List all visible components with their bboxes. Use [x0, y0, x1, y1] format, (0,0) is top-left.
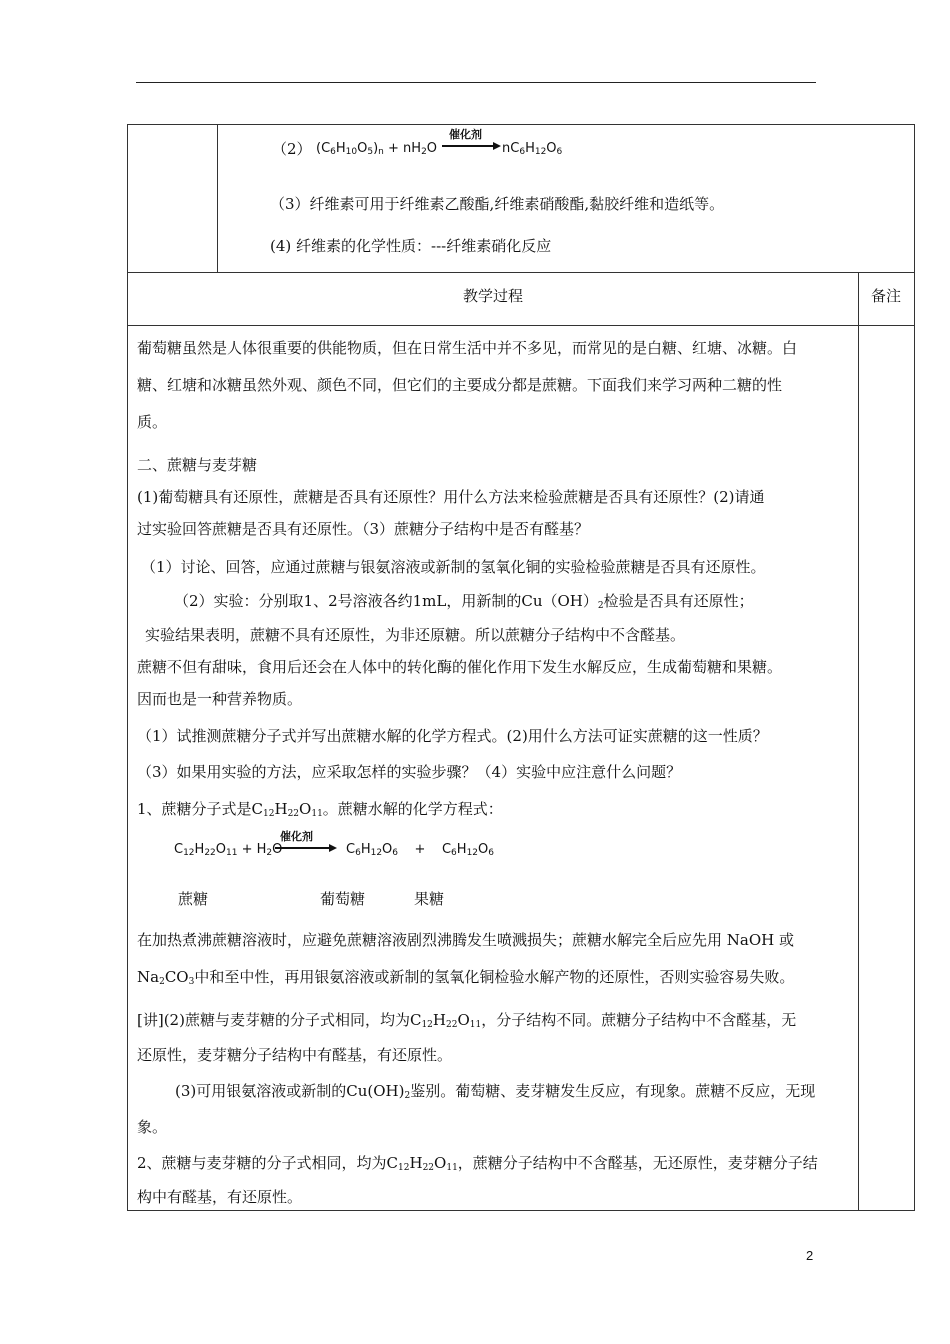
hydrolysis-line-2: 因而也是一种营养物质。: [137, 690, 303, 708]
questions2-line-2: （3）如果用实验的方法，应采取怎样的实验步骤？（4）实验中应注意什么问题？: [137, 763, 682, 781]
header-rule: [136, 82, 816, 83]
lecture-line-2: 还原性，麦芽糖分子结构中有醛基，有还原性。: [137, 1046, 453, 1064]
eq2-left: $C_{12}H_{22}O_{11} + H_2O$: [174, 842, 283, 858]
eq1-arrow: [442, 145, 494, 147]
answer-1: （1）讨论、回答，应通过蔗糖与银氨溶液或新制的氢氧化铜的实验检验蔗糖是否具有还原性。: [141, 558, 766, 576]
teaching-process-heading: 教学过程: [462, 287, 523, 305]
eq2-right: $C_6H_{12}O_6$ + $C_6H_{12}O_6$: [346, 842, 494, 858]
eq1-number: （2）: [272, 140, 312, 158]
caution-line-1: 在加热煮沸蔗糖溶液时，应避免蔗糖溶液剧烈沸腾发生喷溅损失；蔗糖水解完全后应先用 NaOH 或: [137, 931, 794, 949]
lecture-line-1: [讲](2)蔗糖与麦芽糖的分子式相同，均为$C_{12}H_{22}O_{11}$，分子结构不同。蔗糖分子结构中不含醛基，无: [137, 1011, 797, 1030]
questions-line-2: 过实验回答蔗糖是否具有还原性。（3）蔗糖分子结构中是否有醛基？: [137, 520, 590, 538]
eq1-reactant: $(C_6H_{10}O_5)_n + nH_2O$: [316, 141, 438, 157]
result-line: 1、蔗糖分子式是$C_{12}H_{22}O_{11}$。蔗糖水解的化学方程式：: [137, 800, 503, 819]
questions-line-1: (1)葡萄糖具有还原性，蔗糖是否具有还原性？用什么方法来检验蔗糖是否具有还原性？(2)请通: [137, 488, 765, 506]
answer-2: （2）实验：分别取1、2号溶液各约1mL，用新制的$Cu(OH)_2$检验是否具有还原性；: [174, 592, 754, 611]
left-column-divider: [217, 124, 218, 272]
section-heading: 二、蔗糖与麦芽糖: [137, 456, 258, 474]
intro-line-2: 糖、红塘和冰糖虽然外观、颜色不同，但它们的主要成分都是蔗糖。下面我们来学习两种二糖的性: [137, 376, 783, 394]
summary-line-2: 构中有醛基，有还原性。: [137, 1188, 303, 1206]
cellulose-uses: （3）纤维素可用于纤维素乙酸酯,纤维素硝酸酯,黏胶纤维和造纸等。: [270, 195, 725, 213]
hydrolysis-line-1: 蔗糖不但有甜味，食用后还会在人体中的转化酶的催化作用下发生水解反应，生成葡萄糖和果糖。: [137, 658, 783, 676]
caution-line-2: $Na_2CO_3$中和至中性，再用银氨溶液或新制的氢氧化铜检验水解产物的还原性，否则实验容易失败。: [137, 968, 795, 987]
eq2-arrow: [275, 847, 330, 849]
summary-line-1: 2、蔗糖与麦芽糖的分子式相同，均为$C_{12}H_{22}O_{11}$，蔗糖分子结构中不含醛基，无还原性，麦芽糖分子结: [137, 1154, 818, 1173]
answer-3: 实验结果表明，蔗糖不具有还原性，为非还原糖。所以蔗糖分子结构中不含醛基。: [145, 626, 686, 644]
remarks-heading: 备注: [870, 287, 901, 305]
cellulose-chemistry: (4) 纤维素的化学性质：---纤维素硝化反应: [270, 237, 552, 255]
eq1-product: $nC_6H_{12}O_6$: [502, 141, 563, 157]
identify-line-1: (3)可用银氨溶液或新制的$Cu(OH)_2$鉴别。葡萄糖、麦芽糖发生反应，有现象。蔗糖不反应，无现: [175, 1082, 816, 1101]
page-number: 2: [806, 1248, 814, 1263]
eq2-catalyst-label: 催化剂: [280, 830, 313, 843]
label-sucrose: 蔗糖: [178, 890, 209, 908]
label-glucose: 葡萄糖: [320, 890, 366, 908]
row-divider-header: [127, 325, 915, 326]
row-divider-top: [127, 272, 915, 273]
identify-line-2: 象。: [137, 1118, 168, 1136]
remarks-column-divider: [858, 272, 859, 1211]
eq1-catalyst-label: 催化剂: [449, 128, 482, 141]
intro-line-3: 质。: [137, 413, 168, 431]
questions2-line-1: （1）试推测蔗糖分子式并写出蔗糖水解的化学方程式。(2)用什么方法可证实蔗糖的这一性质？: [137, 727, 768, 745]
intro-line-1: 葡萄糖虽然是人体很重要的供能物质，但在日常生活中并不多见，而常见的是白糖、红塘、冰糖。白: [137, 339, 798, 357]
label-fructose: 果糖: [414, 890, 445, 908]
